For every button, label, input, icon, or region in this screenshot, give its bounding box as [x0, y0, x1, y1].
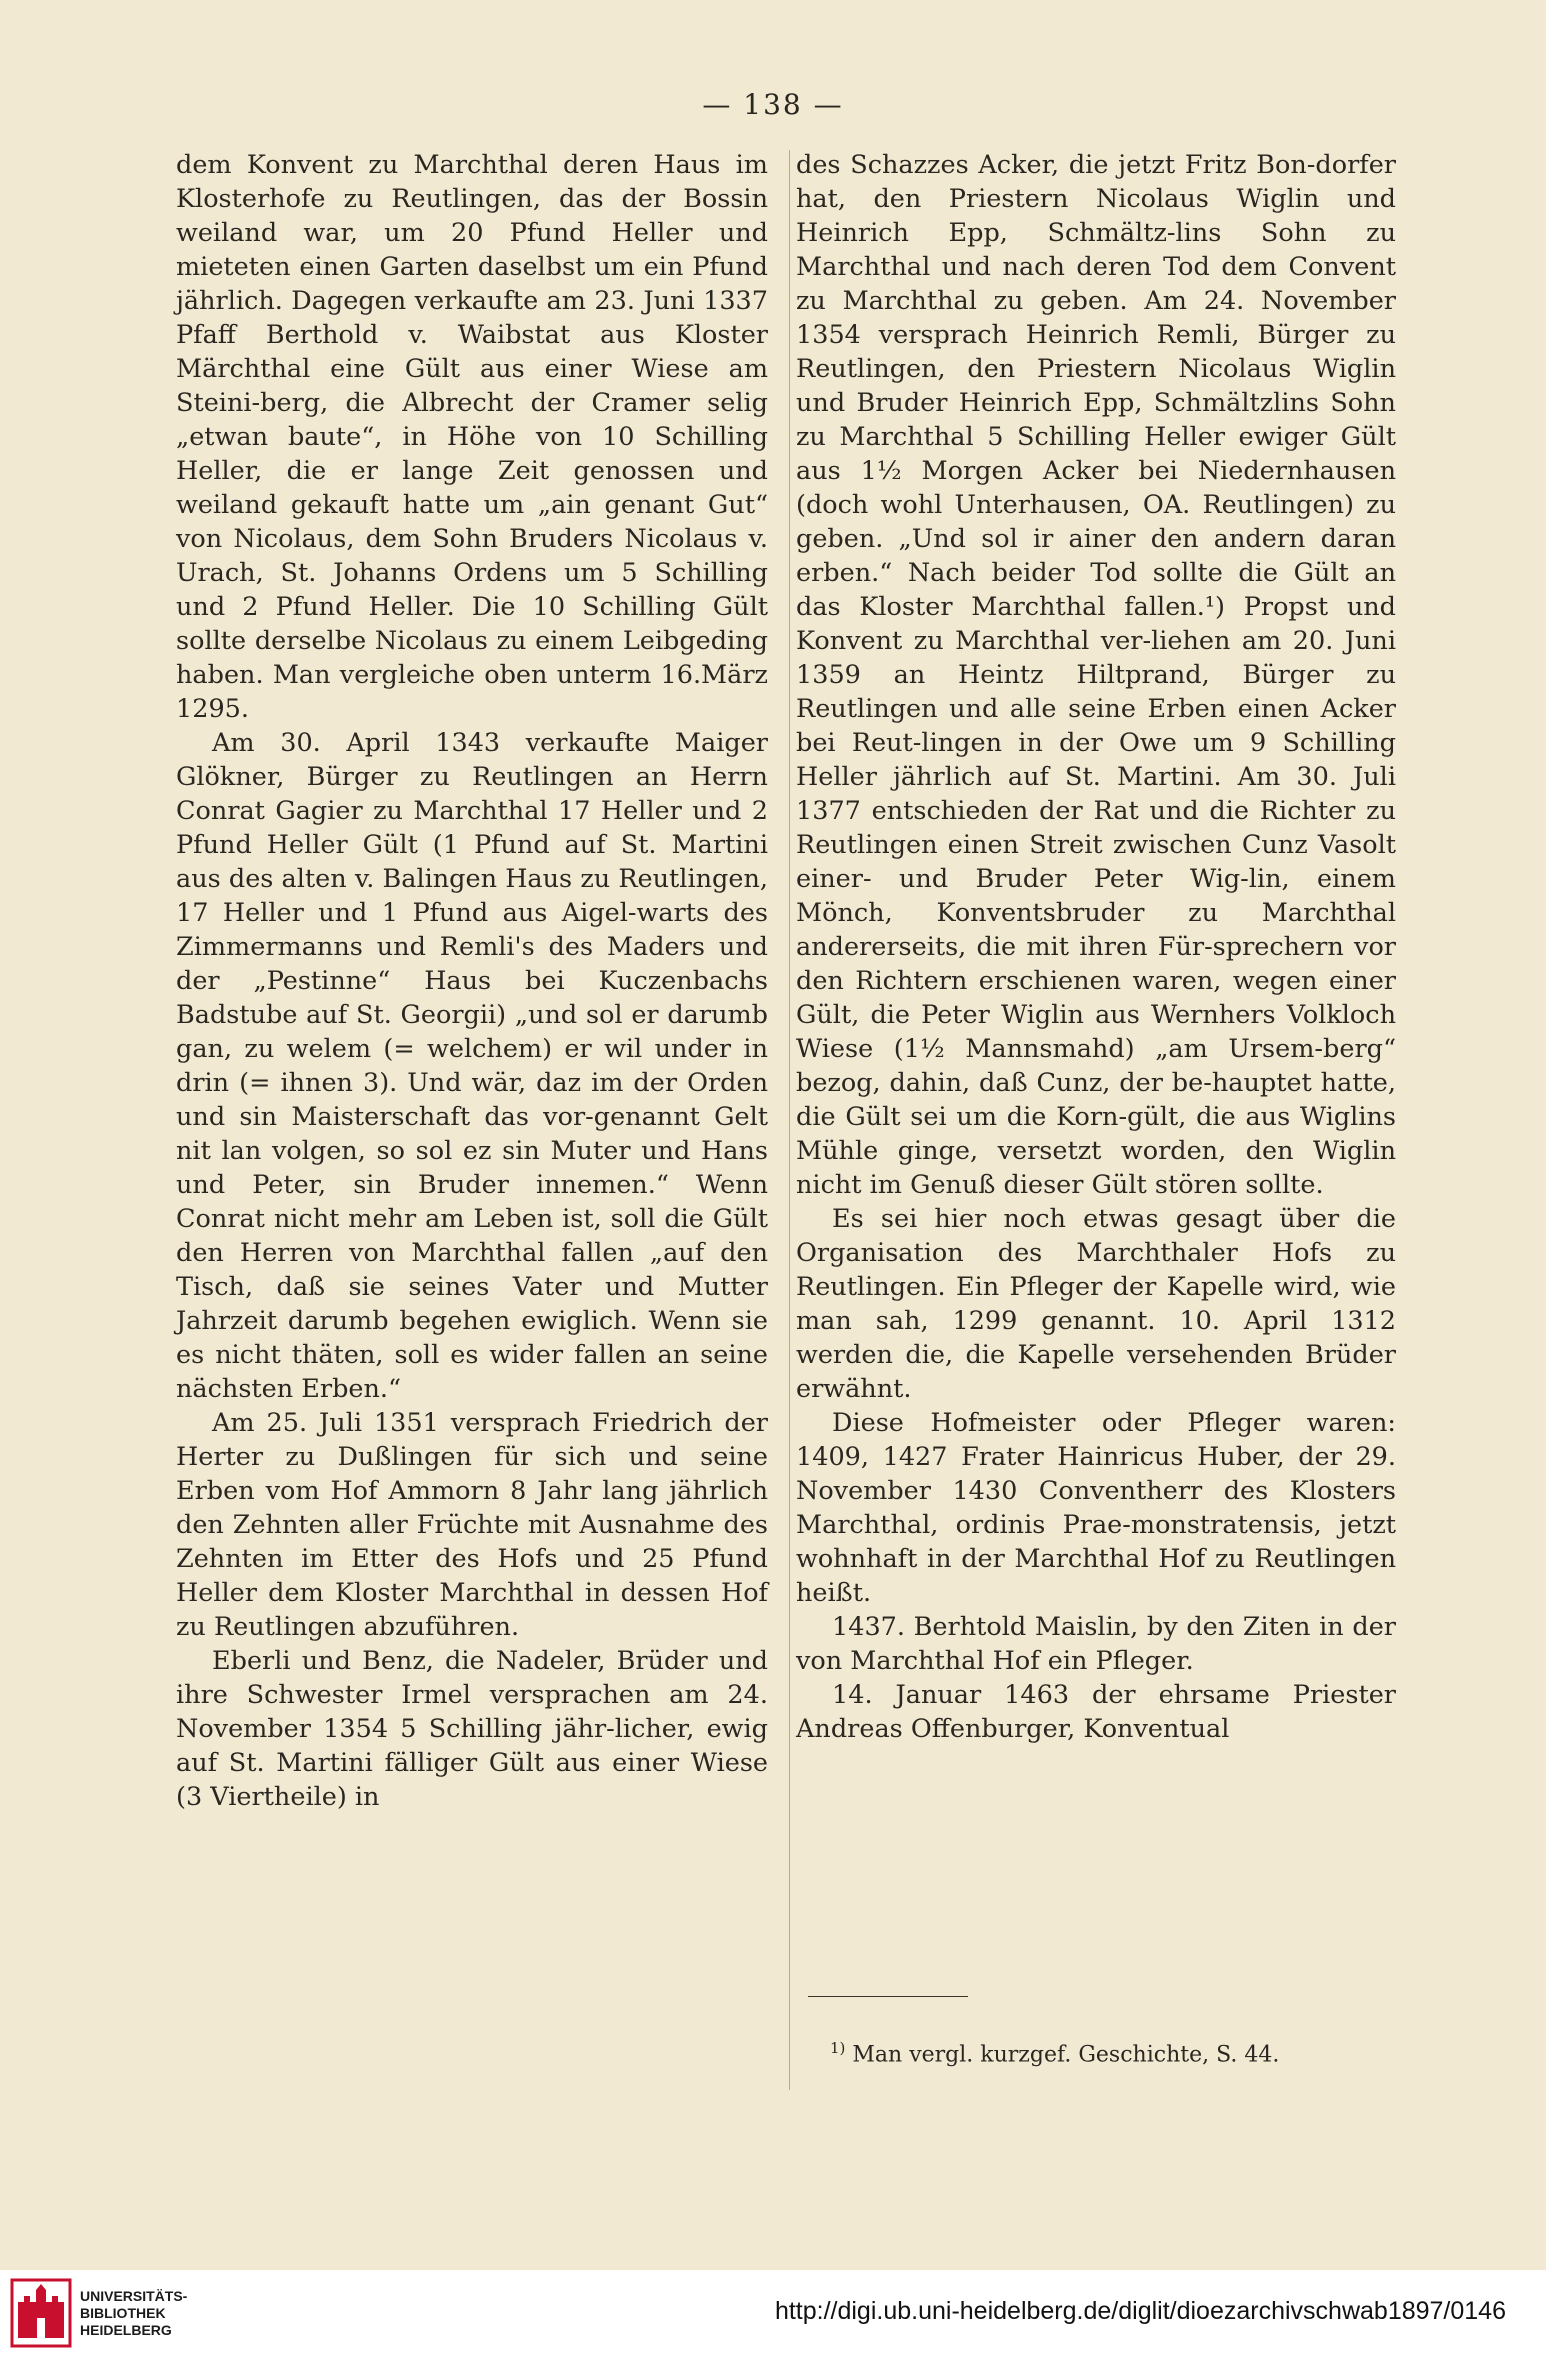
paragraph: Diese Hofmeister oder Pfleger waren: 1409, 1427 Frater Hainricus Huber, der 29. November 1430 Conventherr des Klosters Marchthal, ordinis Prae-monstratensis, jetzt wohnhaft in der Marchthal Hof zu Reutlingen heißt. [796, 1408, 1396, 1608]
library-logo[interactable] [10, 2278, 187, 2348]
library-name: UNIVERSITÄTS- BIBLIOTHEK HEIDELBERG [80, 2287, 188, 2338]
source-url-link[interactable]: http://digi.ub.uni-heidelberg.de/diglit/dioezarchivschwab1897/0146 [774, 2297, 1506, 2325]
paragraph: Eberli und Benz, die Nadeler, Brüder und ihre Schwester Irmel versprachen am 24. November 1354 5 Schilling jähr-licher, ewig auf St. Martini fälliger Gült aus einer Wiese (3 Viertheile) in [176, 1646, 768, 1812]
footnote-text: Man vergl. kurzgef. Geschichte, S. 44. [852, 2042, 1280, 2068]
paragraph: dem Konvent zu Marchthal deren Haus im Klosterhofe zu Reutlingen, das der Bossin weiland war, um 20 Pfund Heller und mieteten einen Garten daselbst um ein Pfund jährlich. Dagegen verkaufte am 23. Juni 1337 Pfaff Berthold v. Waibstat aus Kloster Märchthal eine Gült aus einer Wiese am Steini-berg, die Albrecht der Cramer selig „etwan baute“, in Höhe von 10 Schilling Heller, die er lange Zeit genossen und weiland gekauft hatte um „ain genant Gut“ von Nicolaus, dem Sohn Bruders Nicolaus v. Urach, St. Johanns Ordens um 5 Schilling und 2 Pfund Heller. Die 10 Schilling Gült sollte derselbe Nicolaus zu einem Leibgeding haben. Man vergleiche oben unterm 16.März 1295. [176, 150, 768, 724]
page-number: — 138 — [702, 88, 844, 121]
right-column [796, 148, 1396, 1746]
column-divider [789, 150, 790, 2090]
paragraph: Am 25. Juli 1351 versprach Friedrich der Herter zu Dußlingen für sich und seine Erben vom Hof Ammorn 8 Jahr lang jährlich den Zehnten aller Früchte mit Ausnahme des Zehnten im Etter des Hofs und 25 Pfund Heller dem Kloster Marchthal in dessen Hof zu Reutlingen abzuführen. [176, 1408, 768, 1642]
footnote [830, 2034, 1390, 2069]
footnote-rule [808, 1996, 968, 1997]
paragraph: Am 30. April 1343 verkaufte Maiger Glökner, Bürger zu Reutlingen an Herrn Conrat Gagier zu Marchthal 17 Heller und 2 Pfund Heller Gült (1 Pfund auf St. Martini aus des alten v. Balingen Haus zu Reutlingen, 17 Heller und 1 Pfund aus Aigel-warts des Zimmermanns und Remli's des Maders und der „Pestinne“ Haus bei Kuczenbachs Badstube auf St. Georgii) „und sol er darumb gan, zu welem (= welchem) er wil under in drin (= ihnen 3). Und wär, daz im der Orden und sin Maisterschaft das vor-genannt Gelt nit lan volgen, so sol ez sin Muter und Hans und Peter, sin Bruder innemen.“ Wenn Conrat nicht mehr am Leben ist, soll die Gült den Herren von Marchthal fallen „auf den Tisch, daß sie seines Vater und Mutter Jahrzeit darumb begehen ewiglich. Wenn sie es nicht thäten, soll es wider fallen an seine nächsten Erben.“ [176, 728, 768, 1404]
paragraph: des Schazzes Acker, die jetzt Fritz Bon-dorfer hat, den Priestern Nicolaus Wiglin und Heinrich Epp, Schmältz-lins Sohn zu Marchthal und nach deren Tod dem Convent zu Marchthal zu geben. Am 24. November 1354 versprach Heinrich Remli, Bürger zu Reutlingen, den Priestern Nicolaus Wiglin und Bruder Heinrich Epp, Schmältzlins Sohn zu Marchthal 5 Schilling Heller ewiger Gült aus 1½ Morgen Acker bei Niedernhausen (doch wohl Unterhausen, OA. Reutlingen) zu geben. „Und sol ir ainer den andern daran erben.“ Nach beider Tod sollte die Gült an das Kloster Marchthal fallen.¹) Propst und Konvent zu Marchthal ver-liehen am 20. Juni 1359 an Heintz Hiltprand, Bürger zu Reutlingen und alle seine Erben einen Acker bei Reut-lingen in der Owe um 9 Schilling Heller jährlich auf St. Martini. Am 30. Juli 1377 entschieden der Rat und die Richter zu Reutlingen einen Streit zwischen Cunz Vasolt einer- und Bruder Peter Wig-lin, einem Mönch, Konventsbruder zu Marchthal andererseits, die mit ihren Für-sprechern vor den Richtern erschienen waren, wegen einer Gült, die Peter Wiglin aus Wernhers Volkloch Wiese (1½ Mannsmahd) „am Ursem-berg“ bezog, dahin, daß Cunz, der be-hauptet hatte, die Gült sei um die Korn-gült, die aus Wiglins Mühle ginge, versetzt worden, den Wiglin nicht im Genuß dieser Gült stören sollte. [796, 150, 1396, 1200]
paragraph: 14. Januar 1463 der ehrsame Priester Andreas Offenburger, Konventual [796, 1680, 1396, 1744]
library-seal-icon [10, 2278, 72, 2348]
paragraph: 1437. Berhtold Maislin, by den Ziten in der von Marchthal Hof ein Pfleger. [796, 1612, 1396, 1676]
left-column [176, 148, 768, 1814]
footnote-marker: 1) [830, 2039, 846, 2057]
paragraph: Es sei hier noch etwas gesagt über die Organisation des Marchthaler Hofs zu Reutlingen. Ein Pfleger der Kapelle wird, wie man sah, 1299 genannt. 10. April 1312 werden die, die Kapelle versehenden Brüder erwähnt. [796, 1204, 1396, 1404]
